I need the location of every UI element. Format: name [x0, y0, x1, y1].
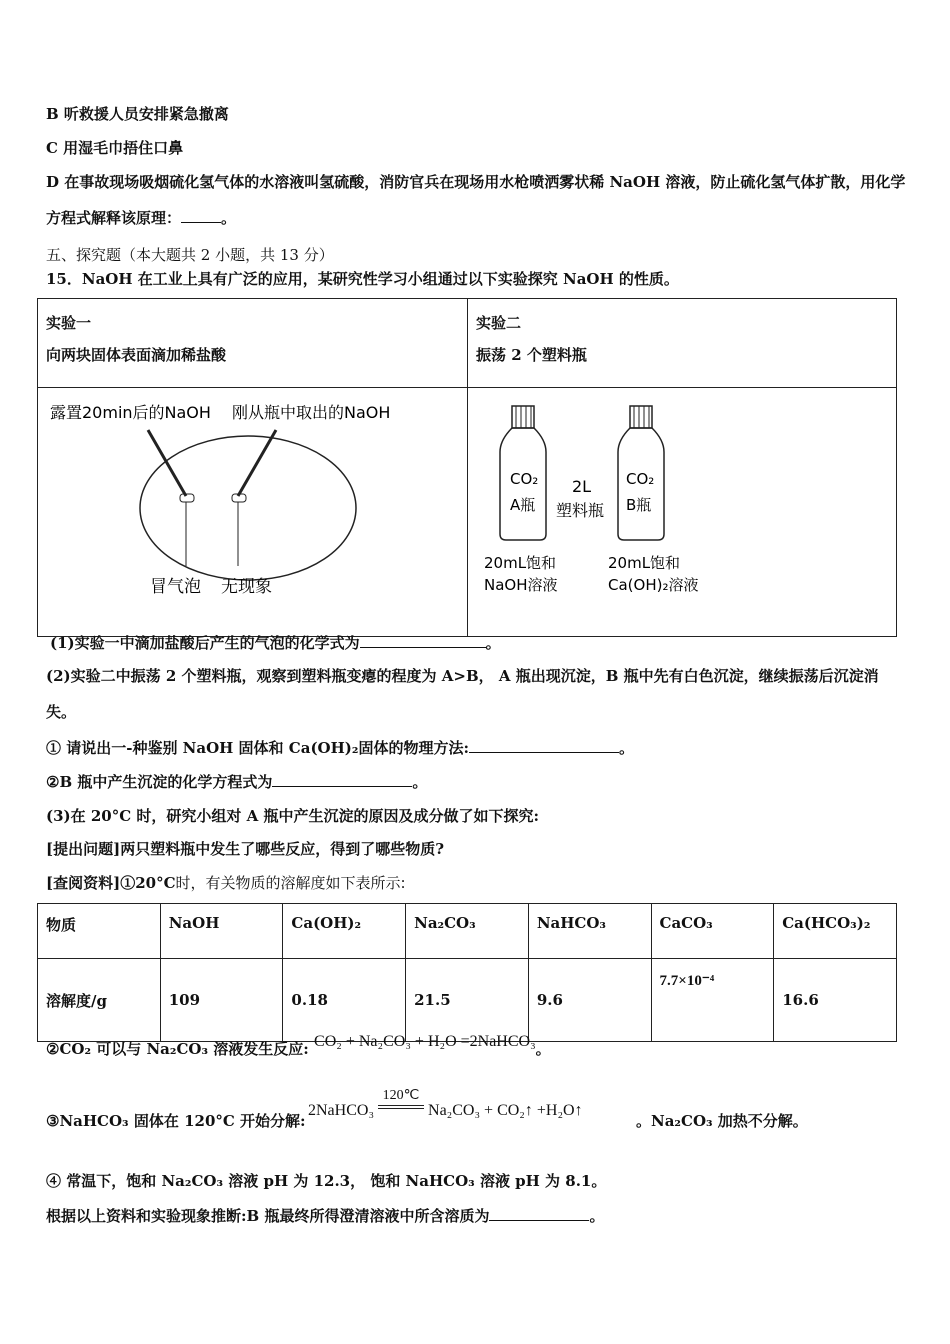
- eq-condition-text: 120℃: [382, 1088, 420, 1103]
- exp2-figure-cell: [468, 388, 897, 637]
- conclusion-text: 根据以上资料和实验现象推断:B 瓶最终所得澄清溶液中所含溶质为: [46, 1207, 490, 1225]
- question-1-end: 。: [485, 634, 501, 652]
- fact-2-end: 。: [535, 1040, 551, 1058]
- bottle-a-name: A瓶: [510, 496, 536, 514]
- question-2a-text: ① 请说出一-种鉴别 NaOH 固体和 Ca(OH)₂固体的物理方法:: [46, 739, 469, 757]
- fact-2-equation: CO₂ + Na₂CO₃ + H₂O =2NaHCO₃: [314, 1033, 536, 1050]
- fact-3-end: 。Na₂CO₃ 加热不分解。: [636, 1112, 808, 1130]
- eq-sign: [378, 1105, 424, 1109]
- bottle-a: [500, 406, 546, 540]
- question-2b-text: ②B 瓶中产生沉淀的化学方程式为: [46, 773, 273, 791]
- dropper-right: [238, 430, 276, 496]
- header-caco3: CaCO₃: [651, 904, 774, 959]
- bottle-b: [618, 406, 664, 540]
- experiment-table: [37, 298, 897, 637]
- exp1-desc: 向两块固体表面滴加稀盐酸: [46, 346, 227, 364]
- eq-left: 2NaHCO₃: [308, 1102, 375, 1119]
- middle-bottle: 塑料瓶: [556, 501, 605, 520]
- question-3-problem: [提出问题]两只塑料瓶中发生了哪些反应，得到了哪些物质?: [46, 840, 444, 858]
- value-naoh: 109: [160, 959, 283, 1042]
- exp2-header: [468, 299, 897, 388]
- option-d: [46, 164, 908, 236]
- value-caoh2: 0.18: [283, 959, 406, 1042]
- exp1-figure-cell: [38, 388, 468, 637]
- conclusion: [46, 1205, 604, 1226]
- eq-right: Na₂CO₃ + CO₂↑ +H₂O↑: [428, 1102, 583, 1119]
- exp2-title: 实验二: [476, 314, 522, 332]
- caption-b-2: Ca(OH)₂溶液: [608, 576, 699, 594]
- dish-ellipse: [140, 436, 356, 580]
- option-d-end: 。: [221, 209, 237, 227]
- header-na2co3: Na₂CO₃: [406, 904, 529, 959]
- option-d-text: D 在事故现场吸烟硫化氢气体的水溶液叫氢硫酸，消防官兵在现场用水枪喷洒雾状稀 NaOH 溶液，防止硫化氢气体扩散，用化学方程式解释该原理：: [46, 173, 906, 227]
- question-2a: [46, 737, 634, 758]
- conclusion-end: 。: [589, 1207, 605, 1225]
- question-3-info: [46, 872, 406, 893]
- header-naoh: NaOH: [160, 904, 283, 959]
- option-b: B 听救援人员安排紧急撤离: [46, 105, 229, 123]
- answer-blank-2b[interactable]: [272, 772, 412, 787]
- eq-condition: [378, 1087, 424, 1109]
- caption-a-2: NaOH溶液: [484, 576, 558, 594]
- exp2-diagram: [468, 388, 896, 632]
- info-text: 时，有关物质的溶解度如下表所示:: [175, 874, 406, 892]
- header-caoh2: Ca(OH)₂: [283, 904, 406, 959]
- bottle-b-name: B瓶: [626, 496, 652, 514]
- row-label: 溶解度/g: [38, 959, 161, 1042]
- fig1-result-right: 无现象: [221, 577, 272, 597]
- fact-3: [46, 1110, 306, 1131]
- header-substance: 物质: [38, 904, 161, 959]
- bottle-a-gas: CO₂: [510, 470, 539, 488]
- fact-3-text: ③NaHCO₃ 固体在 120°C 开始分解:: [46, 1112, 306, 1130]
- fig1-label-left: 露置20min后的NaOH: [50, 403, 211, 422]
- exp1-title: 实验一: [46, 314, 92, 332]
- answer-blank-2a[interactable]: [469, 738, 619, 753]
- fact-4: ④ 常温下，饱和 Na₂CO₃ 溶液 pH 为 12.3， 饱和 NaHCO₃ 溶液 pH 为 8.1。: [46, 1172, 607, 1190]
- value-nahco3: 9.6: [528, 959, 651, 1042]
- question-2b: [46, 771, 427, 792]
- caption-b-1: 20mL饱和: [608, 554, 681, 572]
- question-1: [50, 632, 501, 653]
- question-15: 15．NaOH 在工业上具有广泛的应用，某研究性学习小组通过以下实验探究 NaOH 的性质。: [46, 270, 679, 288]
- answer-blank[interactable]: [181, 208, 221, 223]
- question-2a-end: 。: [618, 739, 634, 757]
- info-label: [查阅资料]①20°C: [46, 874, 176, 892]
- bottle-b-gas: CO₂: [626, 470, 655, 488]
- section-heading: 五、探究题（本大题共 2 小题，共 13 分）: [46, 246, 334, 264]
- option-c: C 用湿毛巾捂住口鼻: [46, 139, 184, 157]
- solubility-table: [37, 903, 897, 1042]
- fact-2: [46, 1033, 551, 1059]
- answer-blank-1[interactable]: [360, 633, 486, 648]
- caption-a-1: 20mL饱和: [484, 554, 557, 572]
- middle-volume: 2L: [572, 477, 592, 496]
- exp2-desc: 振荡 2 个塑料瓶: [476, 346, 587, 364]
- value-cahco32: 16.6: [774, 959, 897, 1042]
- question-3: (3)在 20°C 时，研究小组对 A 瓶中产生沉淀的原因及成分做了如下探究:: [46, 807, 540, 825]
- dropper-left: [148, 430, 186, 496]
- question-1-text: (1)实验一中滴加盐酸后产生的气泡的化学式为: [50, 634, 360, 652]
- fig1-label-right: 刚从瓶中取出的NaOH: [232, 403, 391, 422]
- fact-3-equation: [308, 1086, 583, 1119]
- value-caco3: 7.7×10⁻⁴: [651, 959, 774, 1042]
- header-cahco32: Ca(HCO₃)₂: [774, 904, 897, 959]
- exp1-diagram: [38, 388, 466, 632]
- header-nahco3: NaHCO₃: [528, 904, 651, 959]
- value-na2co3: 21.5: [406, 959, 529, 1042]
- answer-blank-conclusion[interactable]: [489, 1206, 589, 1221]
- fig1-result-left: 冒气泡: [150, 577, 201, 597]
- question-2b-end: 。: [412, 773, 428, 791]
- question-2: (2)实验二中振荡 2 个塑料瓶，观察到塑料瓶变瘪的程度为 A>B， A 瓶出现沉淀，B 瓶中先有白色沉淀，继续振荡后沉淀消失。: [46, 667, 879, 721]
- fact-2-text: ②CO₂ 可以与 Na₂CO₃ 溶液发生反应:: [46, 1040, 309, 1058]
- exp1-header: [38, 299, 468, 388]
